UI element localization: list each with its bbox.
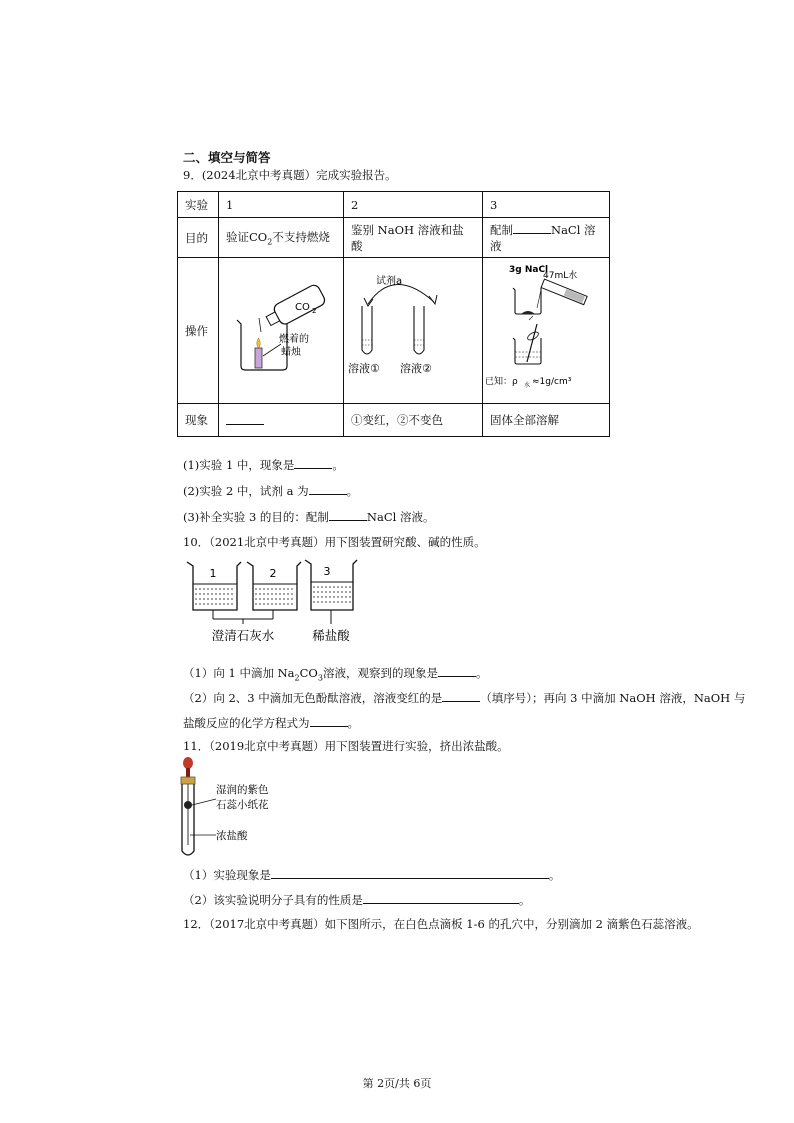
dropper-bulb-icon <box>183 757 193 769</box>
svg-text:3g NaCl: 3g NaCl <box>509 265 549 275</box>
q10-sub2-line2: 盐酸反应的化学方程式为 。 <box>183 716 359 730</box>
operation-2 <box>344 258 483 404</box>
q9-sub1: (1)实验 1 中，现象是 。 <box>183 458 344 472</box>
q12-stem: 12．（2017北京中考真题）如下图所示，在白色点滴板 1-6 的孔穴中，分别滴加 2 滴紫色石蕊溶液。 <box>183 917 699 931</box>
row-label-phenomenon: 现象 <box>178 404 219 437</box>
salt-pile-icon <box>521 311 535 314</box>
beaker-icon <box>247 562 301 610</box>
beaker-icon <box>305 560 357 610</box>
col-header-3: 3 <box>483 192 610 218</box>
flame-icon <box>257 338 261 348</box>
table-row <box>178 404 610 437</box>
svg-text:蜡烛: 蜡烛 <box>281 347 301 358</box>
svg-text:溶液②: 溶液② <box>400 362 432 375</box>
table-row <box>178 192 610 218</box>
operation-3 <box>483 258 610 404</box>
phenomenon-2: ①变红，②不变色 <box>344 404 483 437</box>
svg-text:试剂a: 试剂a <box>376 276 403 287</box>
tube-figure <box>176 755 286 859</box>
beaker-icon <box>187 562 241 610</box>
answer-blank <box>438 664 476 677</box>
col-header-2: 2 <box>344 192 483 218</box>
test-tubes-figure <box>344 258 482 400</box>
svg-text:石蕊小纸花: 石蕊小纸花 <box>216 799 269 811</box>
q11-sub2: （2）该实验说明分子具有的性质是 。 <box>183 893 531 907</box>
purpose-1: 验证$CO_2$不支持燃烧 <box>219 218 344 258</box>
svg-text:浓盐酸: 浓盐酸 <box>216 830 248 842</box>
svg-text:溶液①: 溶液① <box>348 362 380 375</box>
q10-stem: 10．（2021北京中考真题）用下图装置研究酸、碱的性质。 <box>183 535 486 549</box>
candle-icon <box>255 348 262 368</box>
svg-text:CO: CO <box>295 302 310 313</box>
graduated-cylinder-icon <box>541 279 587 305</box>
row-label-experiment: 实验 <box>178 192 219 218</box>
svg-text:燃着的: 燃着的 <box>279 334 309 345</box>
answer-blank <box>226 412 264 425</box>
answer-blank <box>310 714 348 727</box>
candle-co2-figure <box>219 258 343 400</box>
svg-text:2: 2 <box>312 307 317 315</box>
test-tube-icon <box>362 306 372 354</box>
answer-blank <box>309 482 347 495</box>
svg-text:稀盐酸: 稀盐酸 <box>312 628 350 643</box>
stopper-icon <box>181 777 195 784</box>
glass-rod-icon <box>527 324 537 362</box>
answer-blank <box>513 221 551 234</box>
q9-stem: 9．(2024北京中考真题）完成实验报告。 <box>183 168 397 182</box>
svg-text:湿润的紫色: 湿润的紫色 <box>216 784 269 796</box>
svg-text:已知：ρ: 已知：ρ <box>485 377 518 387</box>
test-tube-icon <box>414 306 424 354</box>
phenomenon-3: 固体全部溶解 <box>483 404 610 437</box>
q9-sub2: (2)实验 2 中，试剂 a 为 。 <box>183 484 359 498</box>
q11-stem: 11．（2019北京中考真题）用下图装置进行实验，挤出浓盐酸。 <box>183 739 509 753</box>
experiment-table <box>177 191 610 437</box>
answer-blank <box>271 866 549 879</box>
svg-text:3: 3 <box>323 565 331 578</box>
q10-sub2: （2）向 2、3 中滴加无色酚酞溶液，溶液变红的是 （填序号）；再向 3 中滴加 NaOH 溶液，NaOH 与 <box>183 691 746 705</box>
beakers-figure <box>185 556 365 652</box>
answer-blank <box>329 508 367 521</box>
col-header-1: 1 <box>219 192 344 218</box>
q11-sub1: （1）实验现象是 。 <box>183 868 561 882</box>
q10-sub1: （1）向 1 中滴加 $Na_2CO_3$溶液，观察到的现象是 。 <box>183 666 488 683</box>
answer-blank <box>442 689 480 702</box>
svg-text:47mL水: 47mL水 <box>543 271 578 281</box>
svg-text:≈1g/cm³: ≈1g/cm³ <box>532 377 572 387</box>
svg-text:2: 2 <box>269 567 277 580</box>
purpose-2: 鉴别 NaOH 溶液和盐酸 <box>344 218 483 258</box>
purpose-3: 配制 NaCl 溶液 <box>483 218 610 258</box>
answer-blank <box>363 891 519 904</box>
paper-flower-icon <box>184 801 192 809</box>
table-row <box>178 258 610 404</box>
section-title: 二、填空与简答 <box>183 150 271 165</box>
dissolving-figure <box>483 258 609 400</box>
svg-text:水: 水 <box>524 382 531 389</box>
svg-text:澄清石灰水: 澄清石灰水 <box>211 628 275 643</box>
q9-sub3: (3)补全实验 3 的目的：配制 NaCl 溶液。 <box>183 510 435 524</box>
operation-1 <box>219 258 344 404</box>
svg-text:1: 1 <box>209 567 217 580</box>
row-label-operation: 操作 <box>178 258 219 404</box>
row-label-purpose: 目的 <box>178 218 219 258</box>
answer-blank <box>294 456 332 469</box>
page-footer: 第 2页/共 6页 <box>362 1077 432 1090</box>
table-row <box>178 218 610 258</box>
phenomenon-1 <box>219 404 344 437</box>
